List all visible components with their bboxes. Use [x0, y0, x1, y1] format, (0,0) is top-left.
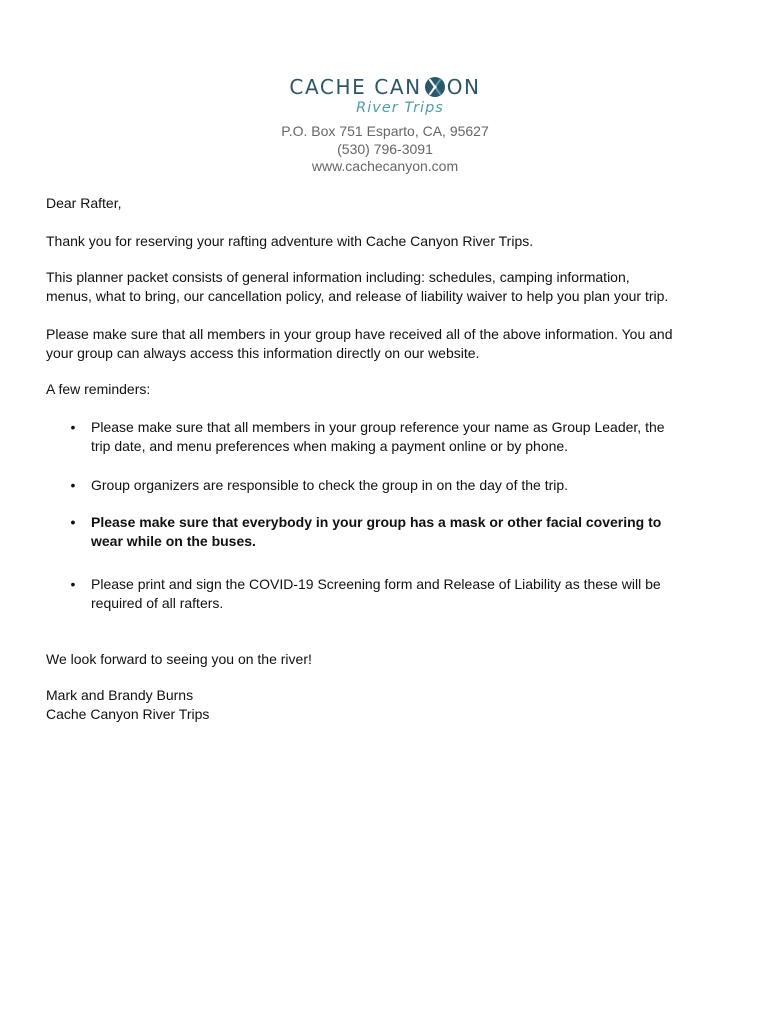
- paragraph-thanks: Thank you for reserving your rafting adventure with Cache Canyon River Trips.: [46, 233, 534, 249]
- paragraph-line: This planner packet consists of general information including: schedules, camping information,: [46, 269, 630, 285]
- company-address: [0, 123, 770, 176]
- paragraph-group-info: [46, 325, 736, 363]
- address-phone: (530) 796-3091: [337, 140, 433, 157]
- logo-text-right: ON: [446, 74, 481, 99]
- reminder-line: Group organizers are responsible to check the group in on the day of the trip.: [91, 477, 569, 493]
- reminders-intro: A few reminders:: [46, 381, 151, 397]
- reminder-text: [91, 575, 721, 613]
- reminder-text: [91, 476, 721, 495]
- logo-tagline: River Trips: [356, 99, 444, 116]
- reminder-text: [91, 418, 721, 456]
- paragraph-line: your group can always access this information directly on our website.: [46, 345, 480, 361]
- bullet-icon: •: [70, 576, 76, 592]
- signature-name: Mark and Brandy Burns: [46, 687, 194, 703]
- reminder-line: trip date, and menu preferences when making a payment online or by phone.: [91, 438, 569, 454]
- reminder-line: wear while on the buses.: [91, 533, 256, 549]
- paragraph-packet-info: [46, 268, 736, 306]
- address-street: P.O. Box 751 Esparto, CA, 95627: [281, 123, 489, 139]
- bullet-icon: •: [70, 514, 76, 530]
- reminder-line: Please print and sign the COVID-19 Screening form and Release of Liability as these will be: [91, 576, 661, 592]
- closing-line: We look forward to seeing you on the river!: [46, 651, 312, 667]
- signature: [46, 686, 736, 724]
- paragraph-line: menus, what to bring, our cancellation policy, and release of liability waiver to help you plan your trip.: [46, 288, 669, 304]
- paragraph-line: Please make sure that all members in your group have received all of the above information. You and: [46, 326, 673, 342]
- company-logo: [0, 71, 770, 117]
- bullet-icon: •: [70, 419, 76, 435]
- reminder-line: required of all rafters.: [91, 595, 224, 611]
- reminder-line: Please make sure that all members in your group reference your name as Group Leader, the: [91, 419, 665, 435]
- logo-text-left: CACHE CAN: [289, 74, 422, 99]
- greeting: Dear Rafter,: [46, 195, 122, 211]
- address-website: www.cachecanyon.com: [311, 158, 459, 174]
- reminder-line: Please make sure that everybody in your group has a mask or other facial covering to: [91, 514, 662, 530]
- logo-oar-icon: [424, 76, 446, 98]
- reminder-text: [91, 513, 721, 551]
- logo-wordmark: [0, 71, 770, 101]
- bullet-icon: •: [70, 477, 76, 493]
- signature-company: Cache Canyon River Trips: [46, 706, 210, 722]
